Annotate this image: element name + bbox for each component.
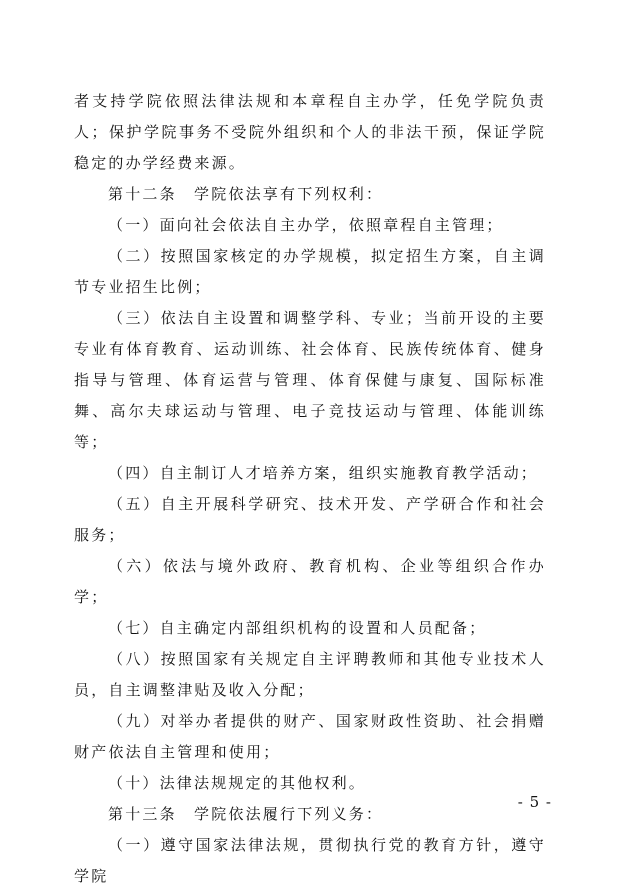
article-12-item-2: （二）按照国家核定的办学规模，拟定招生方案，自主调节专业招生比例；: [74, 247, 546, 296]
article-13-item-1: （一）遵守国家法律法规，贯彻执行党的教育方针，遵守学院: [74, 836, 546, 885]
paragraph-intro-continuation: 者支持学院依照法律法规和本章程自主办学，任免学院负责人；保护学院事务不受院外组织和个人的非法干预，保证学院稳定的办学经费来源。: [74, 92, 546, 172]
article-12-item-8: （八）按照国家有关规定自主评聘教师和其他专业技术人员，自主调整津贴及收入分配；: [74, 650, 546, 699]
article-13-heading: 第十三条 学院依法履行下列义务：: [108, 805, 384, 823]
article-12-item-9: （九）对举办者提供的财产、国家财政性资助、社会捐赠财产依法自主管理和使用；: [74, 712, 546, 761]
article-12-item-1: （一）面向社会依法自主办学，依照章程自主管理；: [108, 216, 504, 234]
article-12-item-4: （四）自主制订人才培养方案，组织实施教育教学活动；: [108, 464, 539, 482]
article-12-heading: 第十二条 学院依法享有下列权利：: [108, 185, 384, 203]
document-body: [74, 86, 546, 892]
article-12-item-10: （十）法律法规规定的其他权利。: [108, 774, 367, 792]
article-12-item-5: （五）自主开展科学研究、技术开发、产学研合作和社会服务；: [74, 495, 546, 544]
page-number: - 5 -: [517, 793, 552, 811]
article-12-item-7: （七）自主确定内部组织机构的设置和人员配备；: [108, 619, 487, 637]
article-12-item-6: （六）依法与境外政府、教育机构、企业等组织合作办学；: [74, 557, 546, 606]
article-12-item-3: （三）依法自主设置和调整学科、专业；当前开设的主要专业有体育教育、运动训练、社会体育、民族传统体育、健身指导与管理、体育运营与管理、体育保健与康复、国际标准舞、高尔夫球运动与管理、电子竞技运动与管理、体能训练等；: [74, 309, 546, 451]
